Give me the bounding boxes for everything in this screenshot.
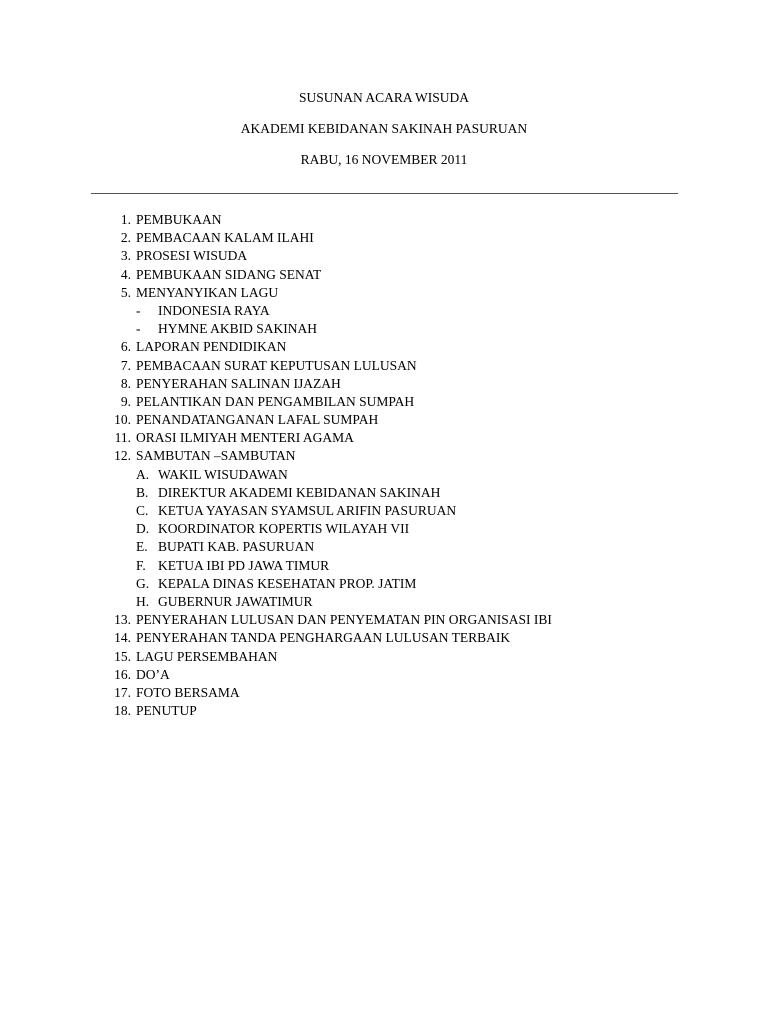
program-subitem-marker: - [136,302,141,318]
program-subitem-text: BUPATI KAB. PASURUAN [158,539,315,555]
program-subitem [0,320,768,338]
program-item [0,447,768,465]
program-item [0,211,768,229]
program-item [0,611,768,629]
program-item-text: PROSESI WISUDA [136,248,248,264]
program-item [0,666,768,684]
program-list [0,211,768,720]
program-item-number: 10. [114,412,131,428]
program-subitem [0,575,768,593]
event-date: RABU, 16 NOVEMBER 2011 [300,152,468,167]
program-item-text: ORASI ILMIYAH MENTERI AGAMA [136,430,354,446]
program-item-number: 4. [120,266,131,282]
document-title: SUSUNAN ACARA WISUDA [298,90,470,105]
horizontal-divider [91,193,678,194]
program-item-number: 16. [114,666,131,682]
institution-name: AKADEMI KEBIDANAN SAKINAH PASURUAN [240,121,528,136]
program-subitem-text: DIREKTUR AKADEMI KEBIDANAN SAKINAH [158,484,441,500]
program-item-number: 17. [114,684,131,700]
program-subitem [0,502,768,520]
program-subitem-text: KETUA YAYASAN SYAMSUL ARIFIN PASURUAN [158,503,457,518]
program-item [0,684,768,702]
program-subitem-marker: G. [136,575,150,591]
program-item [0,357,768,375]
program-subitem-text: KEPALA DINAS KESEHATAN PROP. JATIM [158,575,417,591]
program-subitem-marker: F. [136,557,146,573]
program-subitem [0,520,768,538]
program-item [0,375,768,393]
program-item-text: LAGU PERSEMBAHAN [136,648,278,664]
program-item [0,338,768,356]
program-item-text: MENYANYIKAN LAGU [136,284,279,300]
program-item-text: PEMBACAAN SURAT KEPUTUSAN LULUSAN [136,357,417,373]
program-item-text: SAMBUTAN –SAMBUTAN [136,448,296,464]
program-subitem-text: KETUA IBI PD JAWA TIMUR [158,557,330,573]
program-item [0,429,768,447]
program-subitem-marker: - [136,321,141,337]
program-subitem-text: KOORDINATOR KOPERTIS WILAYAH VII [158,521,410,537]
program-item-number: 6. [120,339,131,355]
program-item [0,393,768,411]
program-item-number: 14. [114,630,131,646]
program-subitem [0,538,768,556]
program-subitem [0,484,768,502]
program-item-number: 8. [120,375,131,391]
program-item-text: PENUTUP [136,703,197,719]
program-item-number: 1. [120,212,131,227]
program-item-number: 9. [120,393,131,409]
program-item-number: 15. [114,648,131,664]
program-subitem [0,593,768,611]
program-item-text: PENYERAHAN LULUSAN DAN PENYEMATAN PIN ORGANISASI IBI [136,612,552,628]
program-item [0,411,768,429]
program-item-text: LAPORAN PENDIDIKAN [136,339,287,355]
program-subitem-text: HYMNE AKBID SAKINAH [158,321,318,337]
program-item-text: PELANTIKAN DAN PENGAMBILAN SUMPAH [136,393,415,409]
program-subitem [0,302,768,320]
program-item [0,629,768,647]
program-subitem-marker: C. [136,503,149,518]
program-item-number: 3. [120,248,131,264]
program-subitem [0,466,768,484]
program-item-number: 2. [120,230,131,246]
program-item-number: 7. [120,357,131,373]
program-item-text: PEMBUKAAN [136,212,222,227]
program-subitem [0,557,768,575]
program-item [0,266,768,284]
program-subitem-marker: E. [136,539,148,555]
program-item-text: FOTO BERSAMA [136,684,240,700]
program-subitem-text: GUBERNUR JAWATIMUR [158,593,313,609]
program-item-number: 12. [114,448,131,464]
program-item-text: PEMBACAAN KALAM ILAHI [136,230,314,246]
program-item [0,284,768,302]
program-subitem-marker: D. [136,521,150,537]
program-item-text: PENYERAHAN TANDA PENGHARGAAN LULUSAN TERBAIK [136,630,511,646]
program-item [0,247,768,265]
program-subitem-marker: B. [136,484,149,500]
program-item [0,229,768,247]
program-item-text: PENYERAHAN SALINAN IJAZAH [136,375,341,391]
program-item-text: DO’A [136,666,170,682]
program-item-number: 11. [114,430,131,446]
program-item [0,702,768,720]
program-subitem-marker: H. [136,593,150,609]
program-item [0,648,768,666]
program-item-text: PEMBUKAAN SIDANG SENAT [136,266,322,282]
program-item-number: 18. [114,703,131,719]
program-item-number: 13. [114,612,131,628]
program-item-text: PENANDATANGANAN LAFAL SUMPAH [136,412,379,428]
program-item-number: 5. [120,284,131,300]
program-subitem-text: WAKIL WISUDAWAN [158,466,288,482]
program-subitem-marker: A. [136,466,150,482]
program-subitem-text: INDONESIA RAYA [158,302,270,318]
